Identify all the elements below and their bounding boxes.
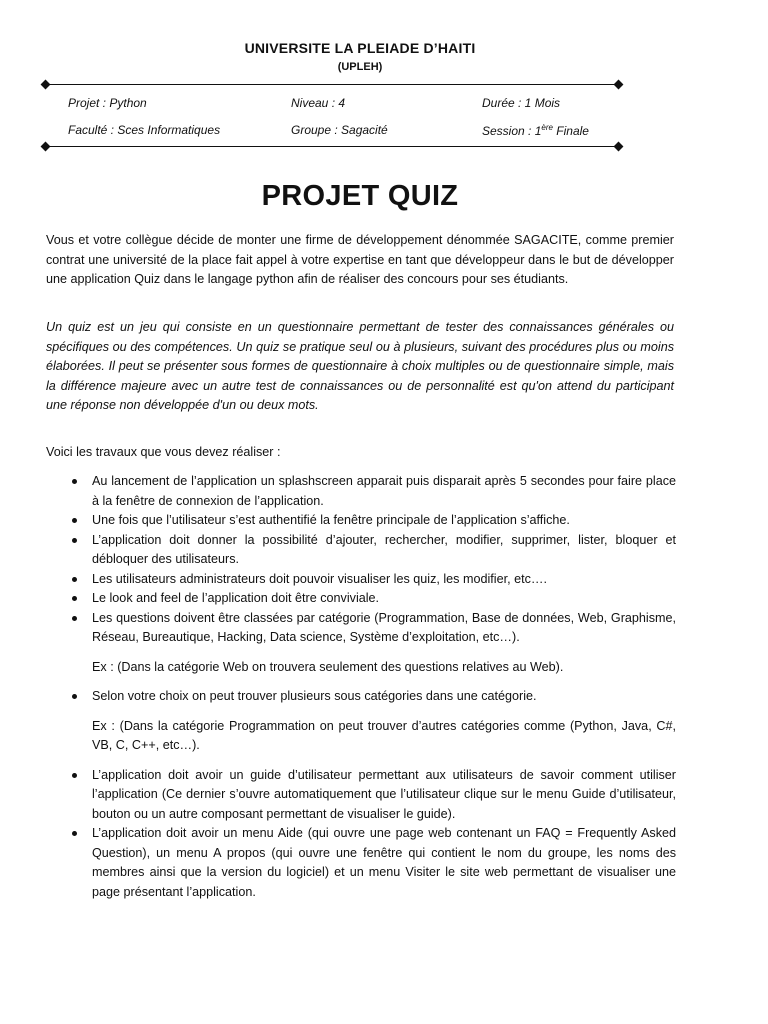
tasks-list	[46, 472, 676, 902]
task-item: Selon votre choix on peut trouver plusieurs sous catégories dans une catégorie.	[46, 687, 676, 707]
intro-paragraph: Vous et votre collègue décide de monter une firme de développement dénommée SAGACITE, comme premier contrat une université de la place fait appel à votre expertise en tant que développeur dans le but de développer une application Quiz dans le langage python afin de réaliser des concours pour ses étudiants.	[46, 233, 674, 286]
task-item: Le look and feel de l’application doit être conviviale.	[46, 589, 676, 609]
meta-duree: Durée : 1 Mois	[482, 96, 561, 110]
task-item: Les utilisateurs administrateurs doit pouvoir visualiser les quiz, les modifier, etc….	[46, 570, 676, 590]
meta-faculte: Faculté : Sces Informatiques	[68, 123, 221, 137]
rule-end-diamond-icon	[614, 79, 624, 89]
rule-end-diamond-icon	[614, 141, 624, 151]
definition-paragraph: Un quiz est un jeu qui consiste en un questionnaire permettant de tester des connaissances générales ou spécifiques ou des compétences. Un quiz se pratique seul ou à plusieurs, suivant des procédures plus ou moins élaborées. Il peut se présenter sous formes de questionnaire à choix multiples ou de questionnaire simple, mais la différence majeure avec un autre test de connaissances ou de personnalité est qu'on attend du participant une réponse non développée d'un ou deux mots.	[46, 320, 674, 412]
task-item: Au lancement de l’application un splashscreen apparait puis disparait après 5 secondes pour faire place à la fenêtre de connexion de l’application.	[46, 472, 676, 511]
task-example: Ex : (Dans la catégorie Programmation on peut trouver d’autres catégories comme (Python, Java, C#, VB, C, C++, etc…).	[92, 718, 676, 752]
task-item: L’application doit avoir un menu Aide (qui ouvre une page web contenant un FAQ = Frequently Asked Question), un menu A propos (qui ouvre une fenêtre qui contient le nom du groupe, les noms des membres ainsi que la version du logiciel) et un menu Visiter le site web permettant de visualiser une page présentant l’application.	[46, 824, 676, 902]
task-item: Les questions doivent être classées par catégorie (Programmation, Base de données, Web, Graphisme, Réseau, Bureautique, Hacking, Data science, Système d’exploitation, etc…).	[46, 609, 676, 648]
task-example: Ex : (Dans la catégorie Web on trouvera seulement des questions relatives au Web).	[92, 659, 564, 674]
meta-niveau: Niveau : 4	[291, 96, 346, 110]
page-title: PROJET QUIZ	[261, 180, 459, 212]
meta-session-sup: ère	[541, 123, 553, 132]
meta-session-prefix: Session : 1	[482, 124, 542, 138]
meta-session-suffix: Finale	[552, 124, 589, 138]
university-abbreviation: (UPLEH)	[337, 61, 383, 73]
header-rule-bottom	[46, 146, 618, 147]
meta-groupe: Groupe : Sagacité	[291, 123, 388, 137]
header-rule-top	[46, 84, 618, 85]
rule-end-diamond-icon	[41, 79, 51, 89]
task-item: Une fois que l’utilisateur s’est authentifié la fenêtre principale de l’application s’affiche.	[46, 511, 676, 531]
meta-session	[482, 123, 589, 138]
tasks-intro: Voici les travaux que vous devez réaliser :	[46, 445, 281, 459]
rule-end-diamond-icon	[41, 141, 51, 151]
task-item: L’application doit donner la possibilité d’ajouter, rechercher, modifier, supprimer, lister, bloquer et débloquer des utilisateurs.	[46, 531, 676, 570]
meta-projet: Projet : Python	[68, 96, 147, 110]
university-name: UNIVERSITE LA PLEIADE D’HAITI	[244, 40, 476, 56]
task-item: L’application doit avoir un guide d’utilisateur permettant aux utilisateurs de savoir comment utiliser l’application (Ce dernier s’ouvre automatiquement que l’utilisateur clique sur le menu Guide d’utilisateur, bouton ou un autre composant permettant de visualiser le guide).	[46, 766, 676, 825]
